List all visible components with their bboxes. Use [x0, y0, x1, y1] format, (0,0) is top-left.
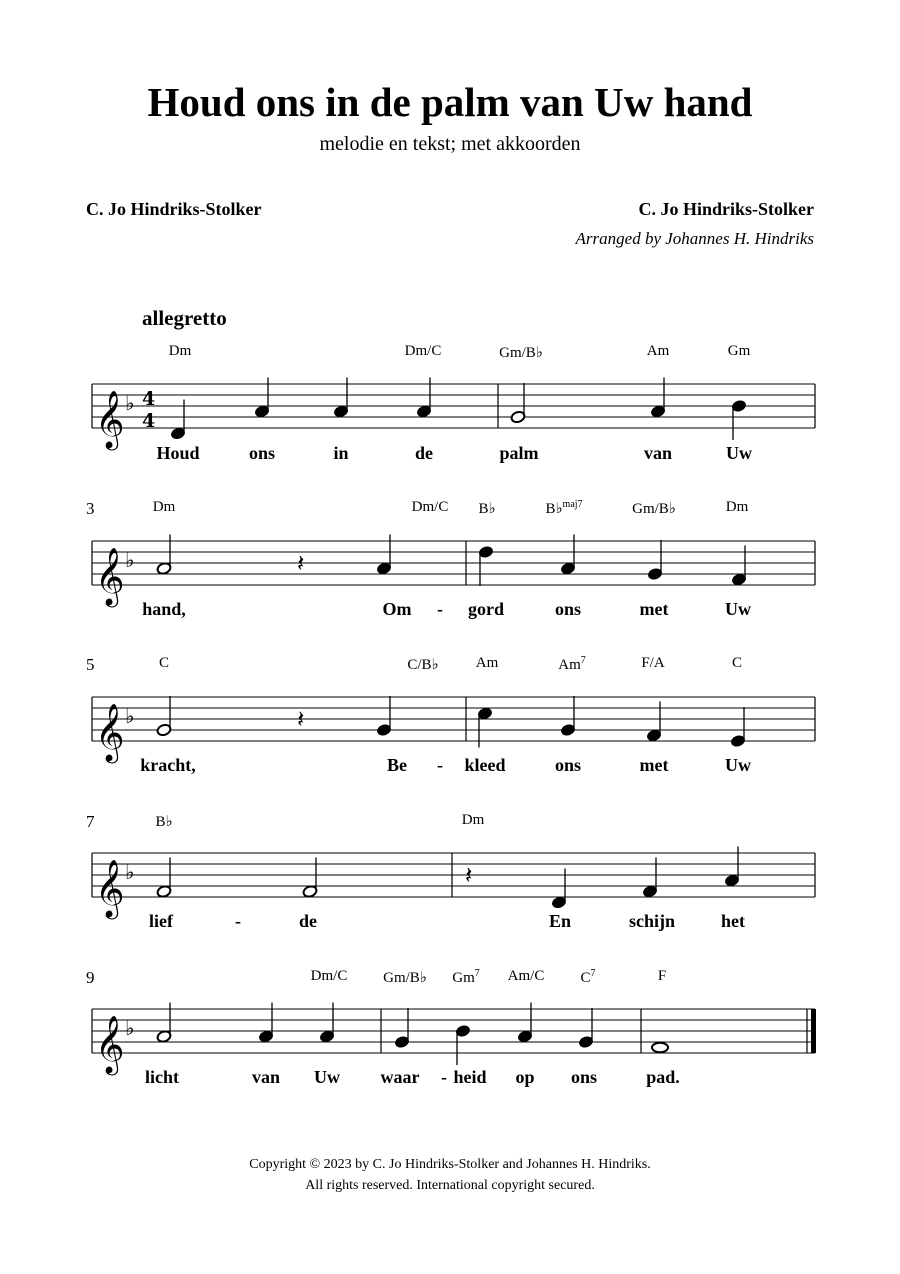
lyric-syllable: -: [437, 755, 443, 775]
lyric-syllable: Houd: [156, 443, 200, 463]
subtitle: melodie en tekst; met akkoorden: [319, 133, 581, 155]
lyric-syllable: in: [333, 443, 349, 463]
final-barline-thick: [811, 1009, 816, 1053]
note-F4: [652, 1043, 668, 1053]
lyric-syllable: -: [437, 599, 443, 619]
lyric-syllable: met: [639, 599, 669, 619]
lyric-syllable: Uw: [726, 443, 752, 463]
chord-symbol: Dm: [725, 499, 749, 515]
measure-number: 3: [86, 499, 95, 518]
key-signature-flat-icon: ♭: [125, 704, 135, 728]
chord-symbol: $C^7$: [580, 968, 596, 986]
lyric-syllable: palm: [499, 443, 539, 463]
quarter-rest: 𝄽: [297, 705, 305, 733]
key-signature-flat-icon: ♭: [125, 860, 135, 884]
lyric-syllable: Uw: [314, 1067, 340, 1087]
arranger: Arranged by Johannes H. Hindriks: [575, 229, 814, 248]
treble-clef-icon: 𝄞: [95, 859, 125, 917]
lyric-syllable: schijn: [628, 911, 676, 931]
lyric-syllable: ons: [248, 443, 276, 463]
chord-symbol: F/A: [641, 655, 665, 671]
chord-symbol: Dm/C: [310, 968, 348, 984]
chord-symbol: Gm$^7$: [452, 968, 480, 986]
lyric-syllable: Uw: [725, 599, 751, 619]
lyric-syllable: heid: [453, 1067, 487, 1087]
measure-number: 5: [86, 655, 95, 674]
lyric-syllable: op: [515, 1067, 535, 1087]
lyric-syllable: met: [639, 755, 669, 775]
copyright-line-1: Copyright © 2023 by C. Jo Hindriks-Stolker and Johannes H. Hindriks.: [249, 1157, 651, 1172]
measure-number: 9: [86, 968, 95, 987]
lyric-syllable: van: [251, 1067, 281, 1087]
chord-symbol: Am$^7$: [558, 655, 586, 673]
chord-symbol: Am: [475, 655, 499, 671]
chord-symbol: B♭: [478, 501, 496, 517]
lyric-syllable: En: [548, 911, 572, 931]
lyric-syllable: kracht,: [140, 755, 196, 775]
lyric-syllable: kleed: [464, 755, 506, 775]
chord-symbol: Gm: [727, 343, 751, 359]
chord-symbol: C: [731, 655, 743, 671]
chord-symbol: Dm: [152, 499, 176, 515]
lyric-syllable: van: [643, 443, 673, 463]
chord-symbol: F: [657, 968, 667, 984]
lyric-syllable: pad.: [646, 1067, 680, 1087]
lyric-syllable: -: [441, 1067, 447, 1087]
chord-symbol: B♭: [155, 814, 173, 830]
lyric-syllable: ons: [554, 755, 582, 775]
time-signature-bottom: 4: [142, 410, 156, 432]
treble-clef-icon: 𝄞: [95, 703, 125, 761]
lyric-syllable: het: [721, 911, 745, 931]
lyric-syllable: hand,: [142, 599, 186, 619]
quarter-rest: 𝄽: [465, 861, 473, 889]
chord-symbol: Gm/B♭: [499, 345, 543, 361]
page-title: Houd ons in de palm van Uw hand: [147, 79, 753, 125]
key-signature-flat-icon: ♭: [125, 1016, 135, 1040]
chord-symbol: Gm/B♭: [632, 501, 676, 517]
lyric-syllable: ons: [570, 1067, 598, 1087]
lyric-syllable: gord: [468, 599, 504, 619]
treble-clef-icon: 𝄞: [95, 547, 125, 605]
quarter-rest: 𝄽: [297, 549, 305, 577]
lyric-syllable: -: [235, 911, 241, 931]
key-signature-flat-icon: ♭: [125, 548, 135, 572]
chord-symbol: Dm/C: [404, 343, 442, 359]
chord-symbol: Dm/C: [411, 499, 449, 515]
chord-symbol: Dm: [168, 343, 192, 359]
treble-clef-icon: 𝄞: [95, 390, 125, 448]
key-signature-flat-icon: ♭: [125, 391, 135, 415]
chord-symbol: Dm: [461, 812, 485, 828]
measure-number: 7: [86, 812, 95, 831]
lyric-syllable: ons: [554, 599, 582, 619]
lyric-syllable: Om: [382, 599, 412, 619]
chord-symbol: Gm/B♭: [383, 970, 427, 986]
lyric-syllable: de: [299, 911, 317, 931]
chord-symbol: B♭$^{maj7}$: [545, 499, 583, 517]
lyric-syllable: waar: [380, 1067, 420, 1087]
chord-symbol: Am: [646, 343, 670, 359]
lyric-syllable: licht: [145, 1067, 179, 1087]
lyricist: C. Jo Hindriks-Stolker: [86, 199, 262, 219]
treble-clef-icon: 𝄞: [95, 1015, 125, 1073]
composer: C. Jo Hindriks-Stolker: [638, 199, 814, 219]
lyric-syllable: lief: [149, 911, 173, 931]
lyric-syllable: Be: [387, 755, 407, 775]
time-signature-top: 4: [142, 388, 156, 410]
chord-symbol: Am/C: [507, 968, 545, 984]
copyright-line-2: All rights reserved. International copyright secured.: [305, 1178, 595, 1193]
chord-symbol: C: [158, 655, 170, 671]
chord-symbol: C/B♭: [407, 657, 439, 673]
lyric-syllable: de: [415, 443, 433, 463]
tempo-marking: allegretto: [142, 306, 227, 330]
lyric-syllable: Uw: [725, 755, 751, 775]
